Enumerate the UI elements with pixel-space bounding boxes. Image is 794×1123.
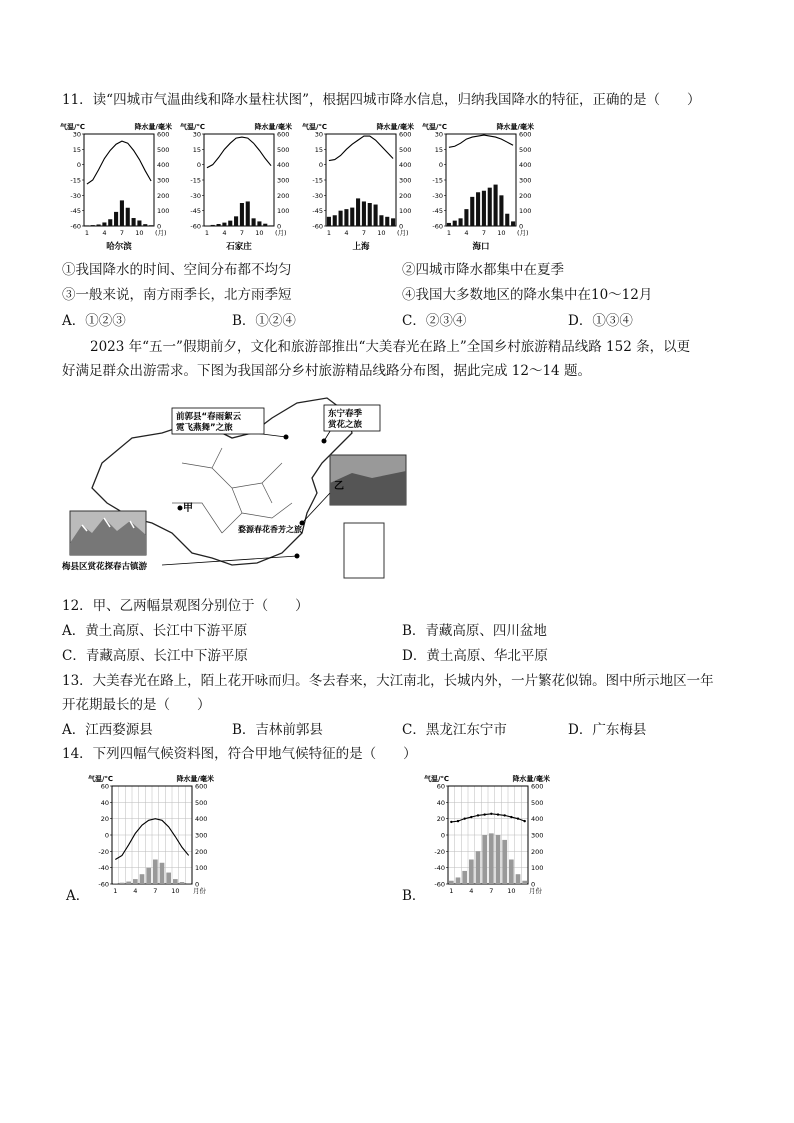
- axis-label-precip: 降水量/毫米: [512, 775, 550, 783]
- precip-bar: [146, 868, 151, 884]
- precip-tick: 200: [157, 191, 170, 200]
- temperature-point: [477, 814, 479, 816]
- temperature-point: [490, 813, 492, 815]
- precip-tick: 100: [157, 207, 170, 216]
- precip-bar: [339, 211, 343, 226]
- month-tick: 1: [449, 887, 454, 895]
- temp-tick: -15: [432, 176, 443, 185]
- temp-tick: 15: [72, 145, 81, 154]
- month-tick: 7: [153, 887, 158, 895]
- temperature-point: [503, 814, 505, 816]
- q11-stem: 11．读“四城市气温曲线和降水量柱状图”，根据四城市降水信息，归纳我国降水的特征，正确的是（ ）: [62, 92, 701, 108]
- q13-option-b[interactable]: B．吉林前郭县: [232, 722, 323, 738]
- month-unit: (月): [275, 229, 287, 237]
- precip-tick: 300: [531, 831, 544, 840]
- precip-bar: [133, 879, 138, 884]
- precip-tick: 200: [195, 847, 208, 856]
- precip-bar: [140, 874, 145, 884]
- temp-tick: -60: [98, 880, 109, 889]
- q11-option-c[interactable]: C．②③④: [402, 313, 467, 329]
- month-tick: 10: [255, 229, 264, 237]
- month-tick: 4: [464, 229, 469, 237]
- climate-chart: [300, 120, 416, 250]
- month-tick: 10: [135, 229, 144, 237]
- precip-bar: [350, 208, 354, 226]
- city-name: 海口: [472, 242, 490, 250]
- precip-bar: [496, 835, 501, 884]
- temp-tick: -40: [98, 864, 109, 873]
- temp-tick: -15: [312, 176, 323, 185]
- precip-tick: 100: [399, 207, 412, 216]
- temp-tick: 15: [192, 145, 201, 154]
- precip-bar: [362, 201, 366, 226]
- precip-bar: [252, 218, 256, 226]
- precip-bar: [186, 883, 191, 884]
- china-map-figure: [62, 393, 412, 583]
- temp-tick: -30: [70, 191, 81, 200]
- precip-bar: [516, 874, 521, 884]
- temp-tick: -60: [190, 222, 201, 231]
- label-yi: 乙: [334, 481, 344, 492]
- temp-tick: -45: [432, 207, 443, 216]
- precip-tick: 0: [519, 222, 524, 231]
- q12-option-a[interactable]: A．黄土高原、长江中下游平原: [62, 623, 248, 639]
- precip-bar: [166, 873, 171, 884]
- temp-tick: -45: [312, 207, 323, 216]
- precip-bar: [97, 224, 101, 226]
- precip-bar: [222, 223, 226, 226]
- temp-tick: -45: [190, 207, 201, 216]
- temp-tick: 30: [72, 130, 81, 139]
- precip-tick: 300: [519, 176, 532, 185]
- temperature-point: [497, 813, 499, 815]
- q14-option-a[interactable]: A．: [66, 888, 90, 904]
- q11-option-b[interactable]: B．①②④: [232, 313, 296, 329]
- q12-option-c[interactable]: C．青藏高原、长江中下游平原: [62, 648, 248, 664]
- precip-bar: [476, 851, 481, 884]
- precip-bar: [126, 208, 130, 226]
- precip-bar: [173, 879, 178, 884]
- temperature-point: [510, 816, 512, 818]
- precip-bar: [488, 188, 492, 226]
- precip-tick: 200: [519, 191, 532, 200]
- precip-bar: [374, 205, 378, 226]
- precip-bar: [126, 882, 131, 884]
- axis-label-temp: 气温/℃: [60, 123, 86, 131]
- climate-chart: [86, 772, 216, 898]
- month-tick: 1: [84, 229, 89, 237]
- climate-chart: [58, 120, 174, 250]
- month-tick: 10: [497, 229, 506, 237]
- precip-bar: [234, 216, 238, 226]
- temp-tick: 30: [314, 130, 323, 139]
- q11-statement-2: ②四城市降水都集中在夏季: [402, 262, 564, 278]
- q14-stem: 14．下列四幅气候资料图，符合甲地气候特征的是（ ）: [62, 746, 417, 762]
- precip-bar: [91, 225, 95, 226]
- precip-tick: 400: [195, 815, 208, 824]
- temp-tick: 0: [104, 831, 109, 840]
- precip-bar: [211, 225, 215, 226]
- axis-label-precip: 降水量/毫米: [376, 123, 414, 131]
- temp-tick: 0: [440, 831, 445, 840]
- month-tick: 4: [344, 229, 349, 237]
- q11-statement-3: ③一般来说，南方雨季长，北方雨季短: [62, 287, 292, 303]
- month-unit: 月份: [529, 887, 542, 895]
- precip-bar: [333, 215, 337, 226]
- precip-bar: [391, 218, 395, 226]
- q13-stem-line-2: 开花期最长的是（ ）: [62, 697, 211, 713]
- precip-tick: 600: [157, 130, 170, 139]
- q11-statement-4: ④我国大多数地区的降水集中在10～12月: [402, 287, 653, 303]
- precip-tick: 200: [531, 847, 544, 856]
- precip-bar: [143, 224, 147, 226]
- axis-label-temp: 气温/℃: [88, 775, 114, 783]
- temperature-point: [470, 816, 472, 818]
- precip-tick: 300: [195, 831, 208, 840]
- precip-bar: [456, 877, 461, 884]
- precip-bar: [246, 201, 250, 226]
- precip-bar: [137, 220, 141, 226]
- q13-option-d[interactable]: D．广东梅县: [568, 722, 647, 738]
- temp-tick: -15: [70, 176, 81, 185]
- temp-tick: 60: [100, 782, 109, 791]
- temperature-point: [523, 820, 525, 822]
- precip-bar: [379, 215, 383, 226]
- precip-bar: [120, 883, 125, 884]
- temp-tick: -40: [434, 864, 445, 873]
- q12-option-d[interactable]: D．黄土高原、华北平原: [402, 648, 548, 664]
- city-name: 哈尔滨: [106, 242, 132, 250]
- month-tick: 10: [171, 887, 180, 895]
- precip-bar: [344, 209, 348, 226]
- precip-bar: [356, 198, 360, 226]
- axis-label-temp: 气温/℃: [422, 123, 448, 131]
- temp-tick: 0: [318, 161, 323, 170]
- month-tick: 4: [133, 887, 138, 895]
- temp-tick: 0: [76, 161, 81, 170]
- precip-tick: 300: [399, 176, 412, 185]
- precip-bar: [470, 197, 474, 226]
- precip-tick: 500: [399, 145, 412, 154]
- china-map: [62, 393, 412, 583]
- temperature-curve: [207, 137, 271, 168]
- precip-tick: 200: [277, 191, 290, 200]
- label-dongning-2: 赏花之旅: [328, 420, 363, 430]
- precip-tick: 600: [531, 782, 544, 791]
- label-qianguo-1: 前郭县“春雨絮云: [176, 412, 242, 422]
- axis-label-precip: 降水量/毫米: [254, 123, 292, 131]
- axis-label-temp: 气温/℃: [180, 123, 206, 131]
- month-tick: 10: [507, 887, 516, 895]
- axis-label-precip: 降水量/毫米: [496, 123, 534, 131]
- temp-tick: 40: [436, 798, 445, 807]
- month-tick: 4: [469, 887, 474, 895]
- q13-stem-line-1: 13．大美春光在路上，陌上花开咏而归。冬去春来，大江南北，长城内外，一片繁花似锦。图中所示地区一年: [62, 673, 714, 689]
- precip-tick: 0: [531, 880, 536, 889]
- temp-tick: 30: [434, 130, 443, 139]
- precip-bar: [482, 835, 487, 884]
- precip-bar: [502, 840, 507, 884]
- precip-bar: [494, 185, 498, 226]
- precip-bar: [459, 218, 463, 226]
- month-tick: 7: [119, 229, 124, 237]
- axis-label-temp: 气温/℃: [424, 775, 450, 783]
- temp-tick: -30: [432, 191, 443, 200]
- temp-tick: 0: [438, 161, 443, 170]
- temp-tick: 20: [100, 815, 109, 824]
- climate-chart: [178, 120, 294, 250]
- passage-line-1: 2023 年“五一”假期前夕，文化和旅游部推出“大美春光在路上”全国乡村旅游精品线路 152 条，以更: [90, 339, 691, 355]
- month-tick: 1: [326, 229, 331, 237]
- temp-tick: 60: [436, 782, 445, 791]
- precip-bar: [522, 881, 527, 884]
- precip-bar: [469, 860, 474, 885]
- temp-tick: 15: [434, 145, 443, 154]
- month-unit: (月): [397, 229, 409, 237]
- temperature-curve: [329, 136, 393, 161]
- precip-bar: [149, 225, 153, 226]
- temperature-point: [463, 817, 465, 819]
- precip-bar: [113, 883, 118, 884]
- month-tick: 7: [239, 229, 244, 237]
- precip-tick: 600: [399, 130, 412, 139]
- month-tick: 4: [102, 229, 107, 237]
- precip-tick: 400: [157, 161, 170, 170]
- temp-tick: 15: [314, 145, 323, 154]
- precip-tick: 300: [157, 176, 170, 185]
- precip-bar: [263, 224, 267, 226]
- precip-bar: [114, 212, 118, 226]
- precip-tick: 100: [277, 207, 290, 216]
- precip-bar: [160, 863, 165, 884]
- q11-statement-1: ①我国降水的时间、空间分布都不均匀: [62, 262, 292, 278]
- label-meixian: 梅县区赏花探春古镇游: [62, 562, 148, 572]
- precip-bar: [132, 218, 136, 226]
- precip-tick: 500: [531, 798, 544, 807]
- q14-option-b[interactable]: B．: [402, 888, 426, 904]
- precip-tick: 600: [519, 130, 532, 139]
- precip-tick: 500: [195, 798, 208, 807]
- precip-bar: [120, 200, 124, 226]
- month-tick: 10: [377, 229, 386, 237]
- climate-chart: [420, 120, 536, 250]
- precip-bar: [102, 222, 106, 226]
- axis-label-temp: 气温/℃: [302, 123, 328, 131]
- precip-bar: [453, 221, 457, 226]
- precip-tick: 500: [157, 145, 170, 154]
- label-dongning-1: 东宁春季: [328, 409, 363, 419]
- q13-option-a[interactable]: A．江西婺源县: [62, 722, 153, 738]
- month-tick: 7: [489, 887, 494, 895]
- precip-tick: 400: [519, 161, 532, 170]
- month-tick: 7: [481, 229, 486, 237]
- temp-tick: -20: [434, 847, 445, 856]
- temp-tick: -30: [312, 191, 323, 200]
- precip-tick: 500: [277, 145, 290, 154]
- precip-tick: 400: [531, 815, 544, 824]
- axis-label-precip: 降水量/毫米: [134, 123, 172, 131]
- temp-tick: -60: [434, 880, 445, 889]
- label-jia: 甲: [183, 503, 193, 514]
- temperature-point: [483, 813, 485, 815]
- precip-tick: 100: [195, 864, 208, 873]
- q13-option-c[interactable]: C．黑龙江东宁市: [402, 722, 507, 738]
- precip-tick: 300: [277, 176, 290, 185]
- precip-tick: 500: [519, 145, 532, 154]
- precip-tick: 0: [277, 222, 282, 231]
- precip-bar: [240, 203, 244, 226]
- temp-tick: 30: [192, 130, 201, 139]
- temp-tick: -30: [190, 191, 201, 200]
- precip-bar: [153, 860, 158, 885]
- temperature-curve: [449, 135, 513, 147]
- label-qianguo-2: 霓飞燕舞”之旅: [176, 423, 233, 433]
- q12-option-b[interactable]: B．青藏高原、四川盆地: [402, 623, 547, 639]
- precip-tick: 400: [399, 161, 412, 170]
- precip-bar: [489, 833, 494, 884]
- month-tick: 7: [361, 229, 366, 237]
- month-unit: 月份: [193, 887, 206, 895]
- precip-bar: [85, 225, 89, 226]
- month-tick: 1: [113, 887, 118, 895]
- temp-tick: -60: [432, 222, 443, 231]
- precip-bar: [499, 195, 503, 226]
- month-tick: 1: [204, 229, 209, 237]
- climate-chart: [422, 772, 552, 898]
- temperature-point: [457, 820, 459, 822]
- precip-tick: 0: [195, 880, 200, 889]
- temp-tick: -60: [70, 222, 81, 231]
- precip-bar: [327, 217, 331, 226]
- precip-bar: [476, 192, 480, 226]
- temp-tick: -15: [190, 176, 201, 185]
- precip-tick: 400: [277, 161, 290, 170]
- temp-tick: 0: [196, 161, 201, 170]
- axis-label-precip: 降水量/毫米: [176, 775, 214, 783]
- precip-bar: [228, 221, 232, 226]
- temperature-point: [450, 821, 452, 823]
- precip-bar: [180, 882, 185, 884]
- precip-tick: 100: [531, 864, 544, 873]
- precip-bar: [269, 225, 273, 226]
- precip-bar: [368, 203, 372, 226]
- label-wuyuan: 婺源春花香芳之旅: [238, 525, 302, 534]
- south-sea-inset: [344, 523, 384, 578]
- precip-bar: [482, 191, 486, 226]
- month-unit: (月): [517, 229, 529, 237]
- city-name: 石家庄: [226, 242, 252, 250]
- precip-bar: [509, 860, 514, 885]
- temp-tick: -20: [98, 847, 109, 856]
- temperature-curve: [87, 141, 151, 184]
- precip-bar: [217, 224, 221, 226]
- precip-bar: [449, 881, 454, 884]
- temp-tick: 40: [100, 798, 109, 807]
- precip-bar: [462, 871, 467, 884]
- temp-tick: -60: [312, 222, 323, 231]
- precip-bar: [511, 221, 515, 226]
- precip-tick: 0: [157, 222, 162, 231]
- month-tick: 4: [222, 229, 227, 237]
- precip-bar: [447, 223, 451, 226]
- precip-bar: [505, 214, 509, 226]
- precip-tick: 200: [399, 191, 412, 200]
- precip-bar: [464, 209, 468, 226]
- precip-tick: 600: [195, 782, 208, 791]
- temperature-point: [517, 817, 519, 819]
- precip-tick: 600: [277, 130, 290, 139]
- city-name: 上海: [352, 242, 370, 250]
- temp-tick: -45: [70, 207, 81, 216]
- precip-tick: 100: [519, 207, 532, 216]
- precip-bar: [108, 219, 112, 226]
- precip-bar: [257, 221, 261, 226]
- q11-option-d[interactable]: D．①③④: [568, 313, 633, 329]
- month-unit: (月): [155, 229, 167, 237]
- precip-bar: [385, 217, 389, 226]
- temp-tick: 20: [436, 815, 445, 824]
- precip-tick: 0: [399, 222, 404, 231]
- month-tick: 1: [446, 229, 451, 237]
- passage-line-2: 好满足群众出游需求。下图为我国部分乡村旅游精品线路分布图，据此完成 12～14 题。: [62, 363, 591, 379]
- q12-stem: 12．甲、乙两幅景观图分别位于（ ）: [62, 598, 309, 614]
- q11-option-a[interactable]: A．①②③: [62, 313, 126, 329]
